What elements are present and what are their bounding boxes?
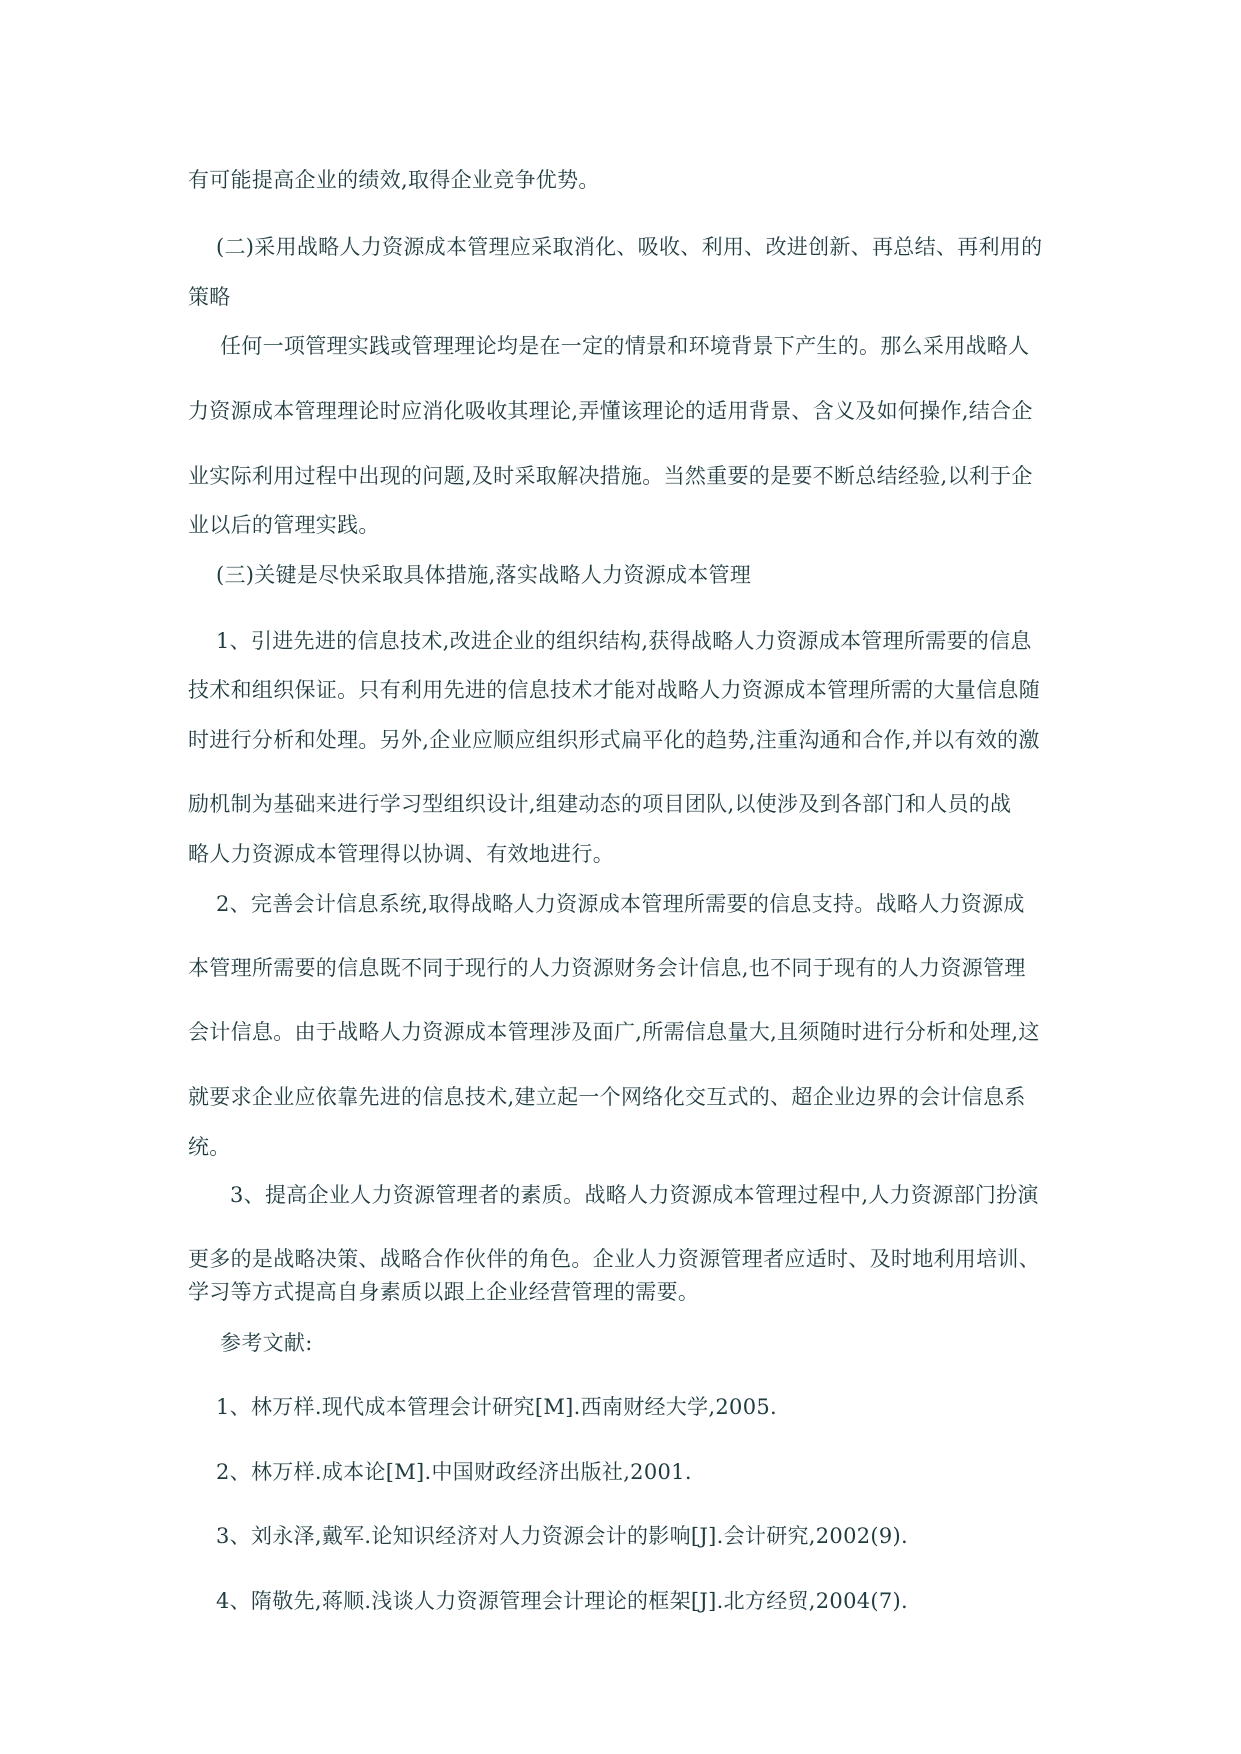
paragraph-line: 3、提高企业人力资源管理者的素质。战略人力资源成本管理过程中,人力资源部门扮演 [230, 1183, 1039, 1207]
references-heading: 参考文献: [220, 1331, 313, 1355]
paragraph-line: 励机制为基础来进行学习型组织设计,组建动态的项目团队,以使涉及到各部门和人员的战 [188, 792, 1012, 816]
paragraph-line: 略人力资源成本管理得以协调、有效地进行。 [188, 842, 614, 866]
paragraph-line: 统。 [188, 1135, 231, 1159]
paragraph-line: 会计信息。由于战略人力资源成本管理涉及面广,所需信息量大,且须随时进行分析和处理,这 [188, 1020, 1040, 1044]
paragraph-line: 学习等方式提高自身素质以跟上企业经营管理的需要。 [188, 1280, 700, 1304]
paragraph-line: 更多的是战略决策、战略合作伙伴的角色。企业人力资源管理者应适时、及时地利用培训、 [188, 1247, 1040, 1271]
paragraph-line: 就要求企业应依靠先进的信息技术,建立起一个网络化交互式的、超企业边界的会计信息系 [188, 1085, 1026, 1109]
paragraph-line: 时进行分析和处理。另外,企业应顺应组织形式扁平化的趋势,注重沟通和合作,并以有效的激 [188, 728, 1040, 752]
reference-item: 3、刘永泽,戴军.论知识经济对人力资源会计的影响[J].会计研究,2002(9). [216, 1524, 909, 1548]
section-heading: (三)关键是尽快采取具体措施,落实战略人力资源成本管理 [216, 563, 752, 587]
paragraph-line: 1、引进先进的信息技术,改进企业的组织结构,获得战略人力资源成本管理所需要的信息 [216, 629, 1032, 653]
paragraph-line: 2、完善会计信息系统,取得战略人力资源成本管理所需要的信息支持。战略人力资源成 [216, 892, 1025, 916]
reference-item: 4、隋敬先,蒋顺.浅谈人力资源管理会计理论的框架[J].北方经贸,2004(7). [216, 1589, 909, 1613]
paragraph-line: 技术和组织保证。只有利用先进的信息技术才能对战略人力资源成本管理所需的大量信息随 [188, 678, 1040, 702]
paragraph-line: 业实际利用过程中出现的问题,及时采取解决措施。当然重要的是要不断总结经验,以利于企 [188, 464, 1033, 488]
paragraph-line: 本管理所需要的信息既不同于现行的人力资源财务会计信息,也不同于现有的人力资源管理 [188, 956, 1026, 980]
section-heading: (二)采用战略人力资源成本管理应采取消化、吸收、利用、改进创新、再总结、再利用的 [216, 235, 1043, 259]
reference-item: 2、林万样.成本论[M].中国财政经济出版社,2001. [216, 1460, 692, 1484]
paragraph-line: 业以后的管理实践。 [188, 513, 380, 537]
section-heading-continuation: 策略 [188, 285, 231, 309]
paragraph-line: 任何一项管理实践或管理理论均是在一定的情景和环境背景下产生的。那么采用战略人 [220, 334, 1030, 358]
paragraph-line: 力资源成本管理理论时应消化吸收其理论,弄懂该理论的适用背景、含义及如何操作,结合企 [188, 399, 1033, 423]
reference-item: 1、林万样.现代成本管理会计研究[M].西南财经大学,2005. [216, 1395, 777, 1419]
text-line: 有可能提高企业的绩效,取得企业竞争优势。 [188, 168, 600, 192]
